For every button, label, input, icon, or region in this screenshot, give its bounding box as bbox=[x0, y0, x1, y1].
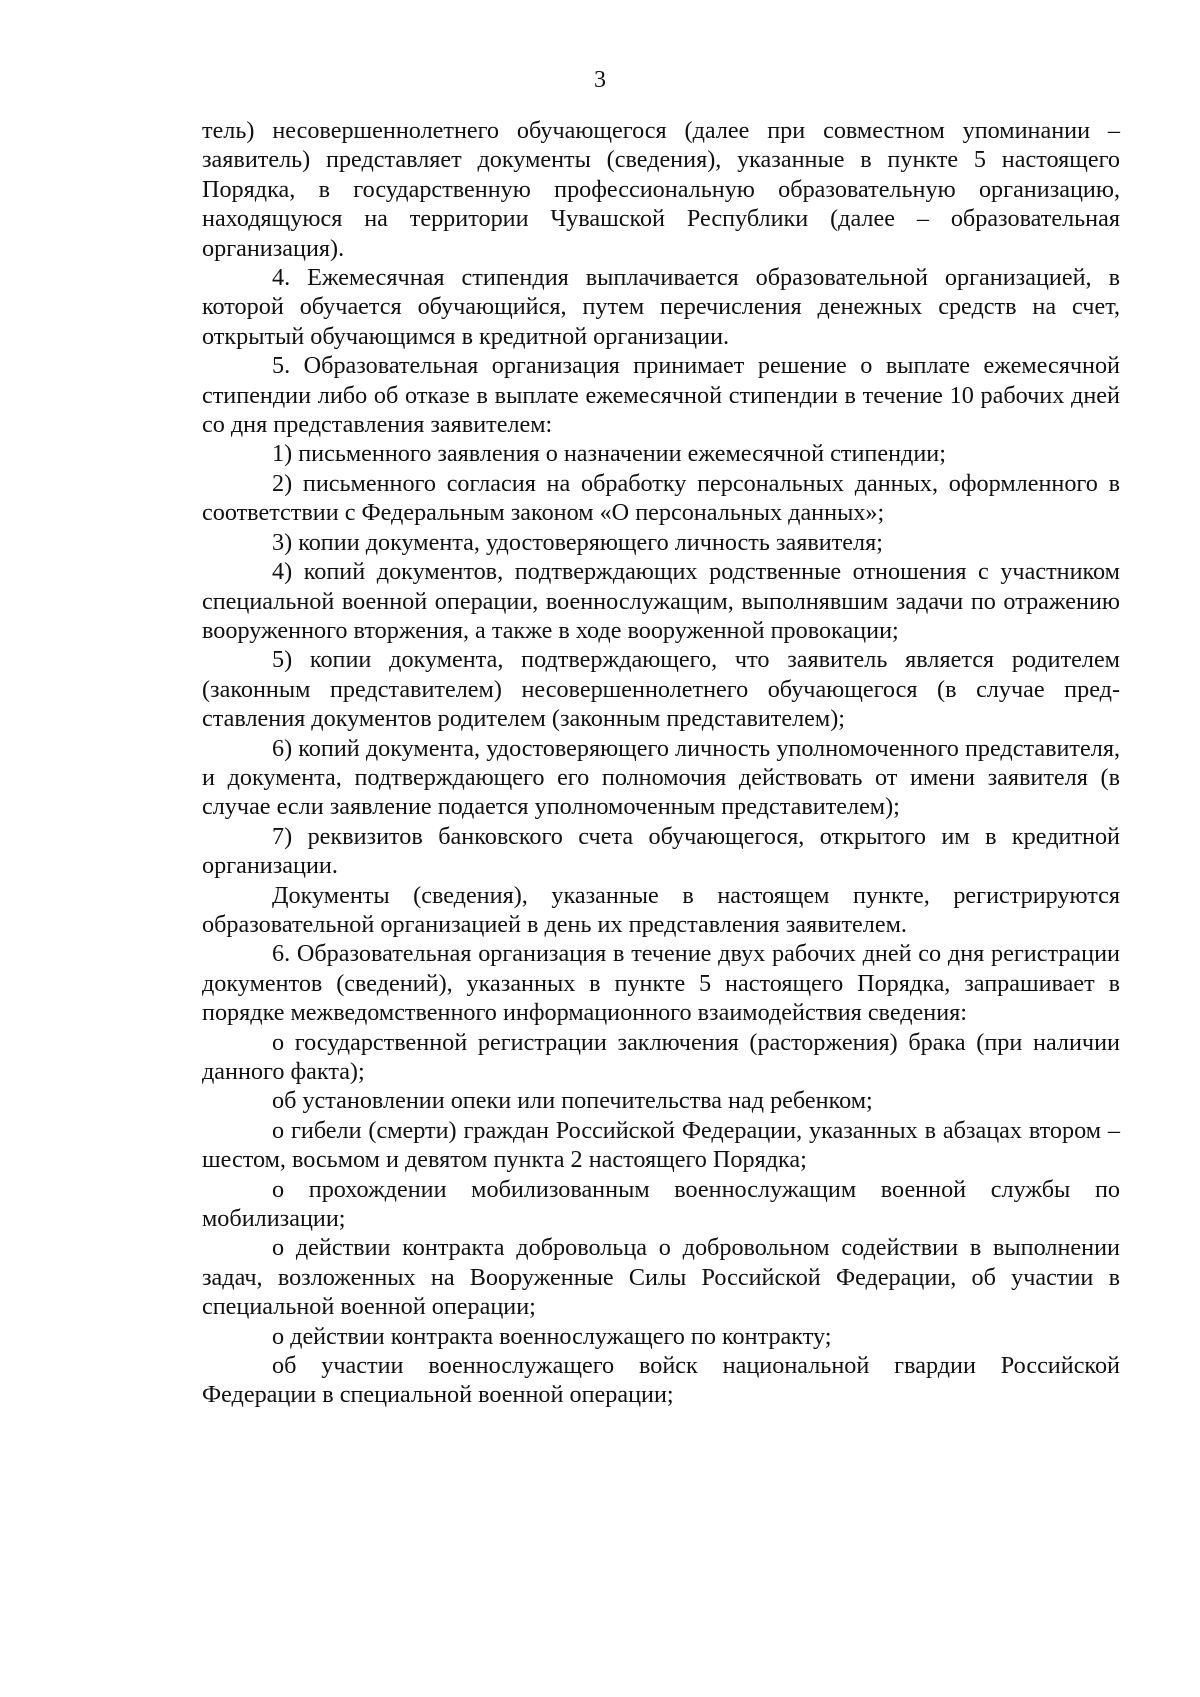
list-item: об участии военнослужащего войск национальной гвардии Российской Федерации в специальной военной операции; bbox=[202, 1352, 1120, 1409]
list-item: об установлении опеки или попечительства над ребенком; bbox=[272, 1087, 873, 1115]
list-item: о действии контракта добровольца о добровольном содействии в выполнении задач, возложенных на Вооруженные Силы Российской Федерации, об участии в специальной военной операции; bbox=[202, 1234, 1120, 1321]
page-number: 3 bbox=[594, 67, 606, 93]
list-item: 3) копии документа, удостоверяющего личность заявителя; bbox=[272, 528, 883, 556]
list-item: о государственной регистрации заключения (расторжения) брака (при наличии данного факта); bbox=[202, 1028, 1120, 1085]
list-item: 6) копий документа, удостоверяющего личность уполномоченного представителя, и документа, подтверждающего его полномочия действовать от имени заявителя (в случае если заявление подается уполномоченным представителем); bbox=[202, 734, 1120, 821]
list-item: 5) копии документа, подтверждающего, что заявитель является родителем (законным представителем) несовершеннолетнего обучающегося (в случае представления документов родителем (законным представителем); bbox=[202, 646, 1120, 733]
list-item: о прохождении мобилизованным военнослужащим военной службы по мобилизации; bbox=[202, 1175, 1120, 1233]
paragraph: 5. Образовательная организация принимает решение о выплате ежемесячной стипендии либо об отказе в выплате ежемесячной стипендии в течение 10 рабочих дней со дня представления заявителем: bbox=[202, 352, 1120, 439]
paragraph: Документы (сведения), указанные в настоящем пункте, регистрируются образовательной организацией в день их представления заявителем. bbox=[202, 881, 1120, 938]
paragraph: 6. Образовательная организация в течение двух рабочих дней со дня регистрации документов (сведений), указанных в пункте 5 настоящего Порядка, запрашивает в порядке межведомственного информационного взаимодействия сведения: bbox=[202, 940, 1120, 1027]
paragraph: 4. Ежемесячная стипендия выплачивается образовательной организацией, в которой обучается обучающийся, путем перечисления денежных средств на счет, открытый обучающимся в кредитной организации. bbox=[202, 264, 1120, 350]
list-item: о гибели (смерти) граждан Российской Федерации, указанных в абзацах втором – шестом, восьмом и девятом пункта 2 настоящего Порядка; bbox=[202, 1116, 1120, 1174]
list-item: 2) письменного согласия на обработку персональных данных, оформленного в соответствии с Федеральным законом «О персональных данных»; bbox=[202, 469, 1120, 527]
list-item: 1) письменного заявления о назначении ежемесячной стипендии; bbox=[272, 440, 946, 468]
list-item: о действии контракта военнослужащего по контракту; bbox=[272, 1322, 832, 1350]
document-body bbox=[202, 116, 1120, 1410]
list-item: 7) реквизитов банковского счета обучающегося, открытого им в кредитной организации. bbox=[202, 822, 1120, 880]
paragraph: тель) несовершеннолетнего обучающегося (далее при совместном упоминании – заявитель) представляет документы (сведения), указанные в пункте 5 настоящего Порядка, в государственную профессиональную образовательную организацию, находящуюся на территории Чувашской Республики (далее – образовательная организация). bbox=[202, 117, 1120, 262]
list-item: 4) копий документов, подтверждающих родственные отношения с участником специальной военной операции, военнослужащим, выполнявшим задачи по отражению вооруженного вторжения, а также в ходе вооруженной провокации; bbox=[202, 558, 1120, 644]
